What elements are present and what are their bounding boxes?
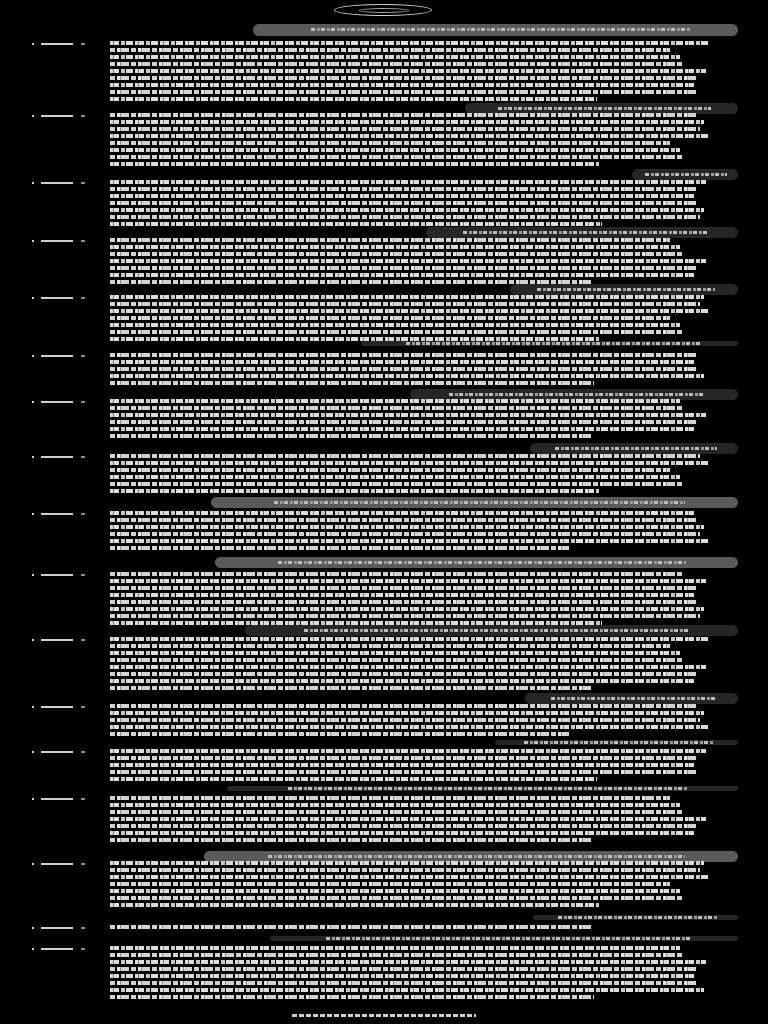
text-line: [110, 434, 591, 438]
text-line: [110, 113, 696, 117]
text-line: [110, 259, 706, 263]
text-line: [110, 946, 680, 950]
timestamp-label: [41, 639, 42, 640]
reaction-text: [530, 443, 531, 444]
text-line: [110, 777, 597, 781]
text-line: [110, 882, 670, 886]
reaction-text: [227, 786, 228, 787]
text-line: [110, 420, 698, 424]
text-line: [110, 353, 698, 357]
timestamp-label: [41, 948, 42, 949]
text-line: [110, 309, 710, 313]
reaction-text: [632, 169, 633, 170]
text-line: [110, 607, 704, 611]
text-line: [110, 97, 597, 101]
timestamp-label: [41, 43, 42, 44]
text-line: [110, 810, 684, 814]
text-line: [110, 532, 700, 536]
bullet-icon: [32, 355, 34, 357]
text-line: [110, 579, 706, 583]
reaction-bubble[interactable]: [245, 625, 738, 636]
text-line: [110, 323, 680, 327]
timestamp-label: [41, 751, 42, 752]
text-line: [110, 367, 696, 371]
text-line: [110, 593, 694, 597]
text-line: [110, 711, 704, 715]
text-line: [110, 718, 700, 722]
message-timestamp: [41, 751, 73, 753]
text-line: [110, 725, 710, 729]
reaction-text: [495, 740, 496, 741]
message-text: [110, 749, 710, 784]
text-line: [110, 222, 602, 226]
timestamp-label: [41, 574, 42, 575]
timestamp-label: [41, 401, 42, 402]
text-line: [110, 546, 569, 550]
message-timestamp: [41, 574, 73, 576]
text-line: [110, 374, 704, 378]
text-line: [110, 770, 696, 774]
text-line: [110, 215, 700, 219]
text-line: [110, 672, 698, 676]
reaction-bubble[interactable]: [525, 693, 738, 704]
message-text: [110, 238, 710, 287]
message-timestamp: [41, 182, 73, 184]
text-line: [110, 658, 684, 662]
bullet-icon: [32, 297, 34, 299]
text-line: [110, 539, 710, 543]
text-line: [110, 981, 696, 985]
message-text: [110, 704, 710, 739]
text-line: [110, 454, 700, 458]
reaction-bubble[interactable]: [211, 497, 738, 508]
reaction-bubble[interactable]: [270, 936, 738, 941]
bullet-icon: [32, 456, 34, 458]
text-line: [110, 861, 704, 865]
text-line: [110, 756, 698, 760]
text-line: [110, 413, 706, 417]
message-timestamp: [41, 401, 73, 403]
text-line: [110, 208, 704, 212]
text-line: [110, 489, 599, 493]
text-line: [110, 201, 696, 205]
message-timestamp: [41, 863, 73, 865]
text-line: [110, 637, 710, 641]
reaction-text: [204, 851, 205, 852]
message-text: [110, 41, 710, 104]
text-line: [110, 953, 684, 957]
message-text: [110, 861, 710, 910]
text-line: [110, 974, 694, 978]
message-text: [110, 180, 710, 229]
text-line: [110, 194, 694, 198]
reaction-text: [270, 936, 271, 937]
text-line: [110, 525, 704, 529]
text-line: [110, 903, 599, 907]
reaction-text: [211, 497, 212, 498]
timestamp-label: [41, 182, 42, 183]
bullet-icon: [32, 798, 34, 800]
text-line: [110, 868, 700, 872]
reaction-bubble[interactable]: [632, 169, 738, 180]
reaction-bubble[interactable]: [533, 915, 738, 920]
text-line: [110, 831, 694, 835]
text-line: [110, 127, 700, 131]
text-line: [110, 875, 710, 879]
bullet-icon: [32, 182, 34, 184]
text-line: [110, 406, 684, 410]
text-line: [110, 399, 680, 403]
text-line: [110, 55, 680, 59]
text-line: [110, 511, 694, 515]
message-timestamp: [41, 456, 73, 458]
message-text: [110, 572, 710, 628]
timestamp-label: [41, 115, 42, 116]
text-line: [110, 302, 700, 306]
reaction-bubble[interactable]: [495, 740, 738, 745]
text-line: [110, 586, 698, 590]
message-timestamp: [41, 355, 73, 357]
timestamp-label: [41, 706, 42, 707]
text-line: [110, 960, 706, 964]
footer-text: [292, 1014, 476, 1017]
reaction-bubble[interactable]: [361, 341, 738, 346]
reaction-bubble[interactable]: [426, 227, 738, 238]
text-line: [110, 651, 680, 655]
text-line: [110, 925, 592, 929]
text-line: [110, 468, 670, 472]
bullet-icon: [32, 706, 34, 708]
text-line: [110, 381, 594, 385]
message-timestamp: [41, 639, 73, 641]
text-line: [110, 316, 670, 320]
message-timestamp: [41, 706, 73, 708]
reaction-bubble[interactable]: [530, 443, 738, 454]
text-line: [110, 266, 698, 270]
text-line: [110, 482, 684, 486]
timestamp-label: [41, 798, 42, 799]
text-line: [110, 518, 696, 522]
bullet-icon: [32, 927, 34, 929]
message-text: [110, 113, 710, 169]
message-timestamp: [41, 115, 73, 117]
text-line: [110, 614, 700, 618]
timestamp-label: [41, 240, 42, 241]
text-line: [110, 988, 704, 992]
text-line: [110, 148, 680, 152]
text-line: [110, 665, 706, 669]
text-line: [110, 62, 684, 66]
reaction-text: [525, 693, 526, 694]
bullet-icon: [32, 574, 34, 576]
message-text: [110, 796, 710, 845]
text-line: [110, 427, 694, 431]
text-line: [110, 824, 698, 828]
text-line: [110, 83, 694, 87]
bullet-icon: [32, 863, 34, 865]
text-line: [110, 896, 684, 900]
text-line: [110, 889, 680, 893]
text-line: [110, 475, 680, 479]
reaction-bubble[interactable]: [215, 557, 738, 568]
text-line: [110, 245, 680, 249]
message-text: [110, 925, 710, 932]
text-line: [110, 704, 696, 708]
reaction-text: [361, 341, 362, 342]
timestamp-label: [41, 863, 42, 864]
timestamp-label: [41, 456, 42, 457]
bullet-icon: [32, 240, 34, 242]
message-text: [110, 946, 710, 1002]
text-line: [110, 252, 684, 256]
bullet-icon: [32, 401, 34, 403]
text-line: [110, 41, 710, 45]
reaction-bubble[interactable]: [510, 284, 738, 295]
message-text: [110, 353, 710, 388]
text-line: [110, 838, 591, 842]
bullet-icon: [32, 115, 34, 117]
timestamp-label: [41, 297, 42, 298]
text-line: [110, 76, 698, 80]
text-line: [110, 162, 599, 166]
message-text: [110, 295, 710, 344]
text-line: [110, 134, 710, 138]
text-line: [110, 295, 704, 299]
bullet-icon: [32, 639, 34, 641]
text-line: [110, 817, 706, 821]
text-line: [110, 120, 704, 124]
text-line: [110, 461, 710, 465]
message-timestamp: [41, 798, 73, 800]
timestamp-label: [41, 513, 42, 514]
text-line: [110, 967, 698, 971]
text-line: [110, 679, 694, 683]
text-line: [110, 686, 591, 690]
text-line: [110, 141, 670, 145]
text-line: [110, 803, 680, 807]
text-line: [110, 330, 684, 334]
text-line: [110, 48, 670, 52]
message-text: [110, 511, 710, 553]
text-line: [110, 69, 706, 73]
message-text: [110, 637, 710, 693]
message-timestamp: [41, 43, 73, 45]
text-line: [110, 273, 694, 277]
text-line: [110, 995, 594, 999]
reaction-text: [410, 389, 411, 390]
text-line: [110, 763, 694, 767]
message-timestamp: [41, 240, 73, 242]
text-line: [110, 155, 684, 159]
bullet-icon: [32, 43, 34, 45]
footer-label: [292, 1014, 293, 1015]
bullet-icon: [32, 513, 34, 515]
message-timestamp: [41, 948, 73, 950]
text-line: [110, 796, 670, 800]
text-line: [110, 187, 698, 191]
text-line: [110, 644, 670, 648]
text-line: [110, 238, 670, 242]
text-line: [110, 732, 569, 736]
reaction-bubble[interactable]: [227, 786, 738, 791]
text-line: [110, 180, 706, 184]
bullet-icon: [32, 948, 34, 950]
text-line: [110, 600, 696, 604]
reaction-text: [215, 557, 216, 558]
message-text: [110, 454, 710, 496]
message-timestamp: [41, 513, 73, 515]
text-line: [110, 360, 694, 364]
reaction-text: [533, 915, 534, 916]
bullet-icon: [32, 751, 34, 753]
text-line: [110, 90, 696, 94]
timestamp-label: [41, 927, 42, 928]
timestamp-label: [41, 355, 42, 356]
message-timestamp: [41, 927, 73, 929]
message-text: [110, 399, 710, 441]
text-line: [110, 572, 684, 576]
text-line: [110, 749, 706, 753]
message-timestamp: [41, 297, 73, 299]
